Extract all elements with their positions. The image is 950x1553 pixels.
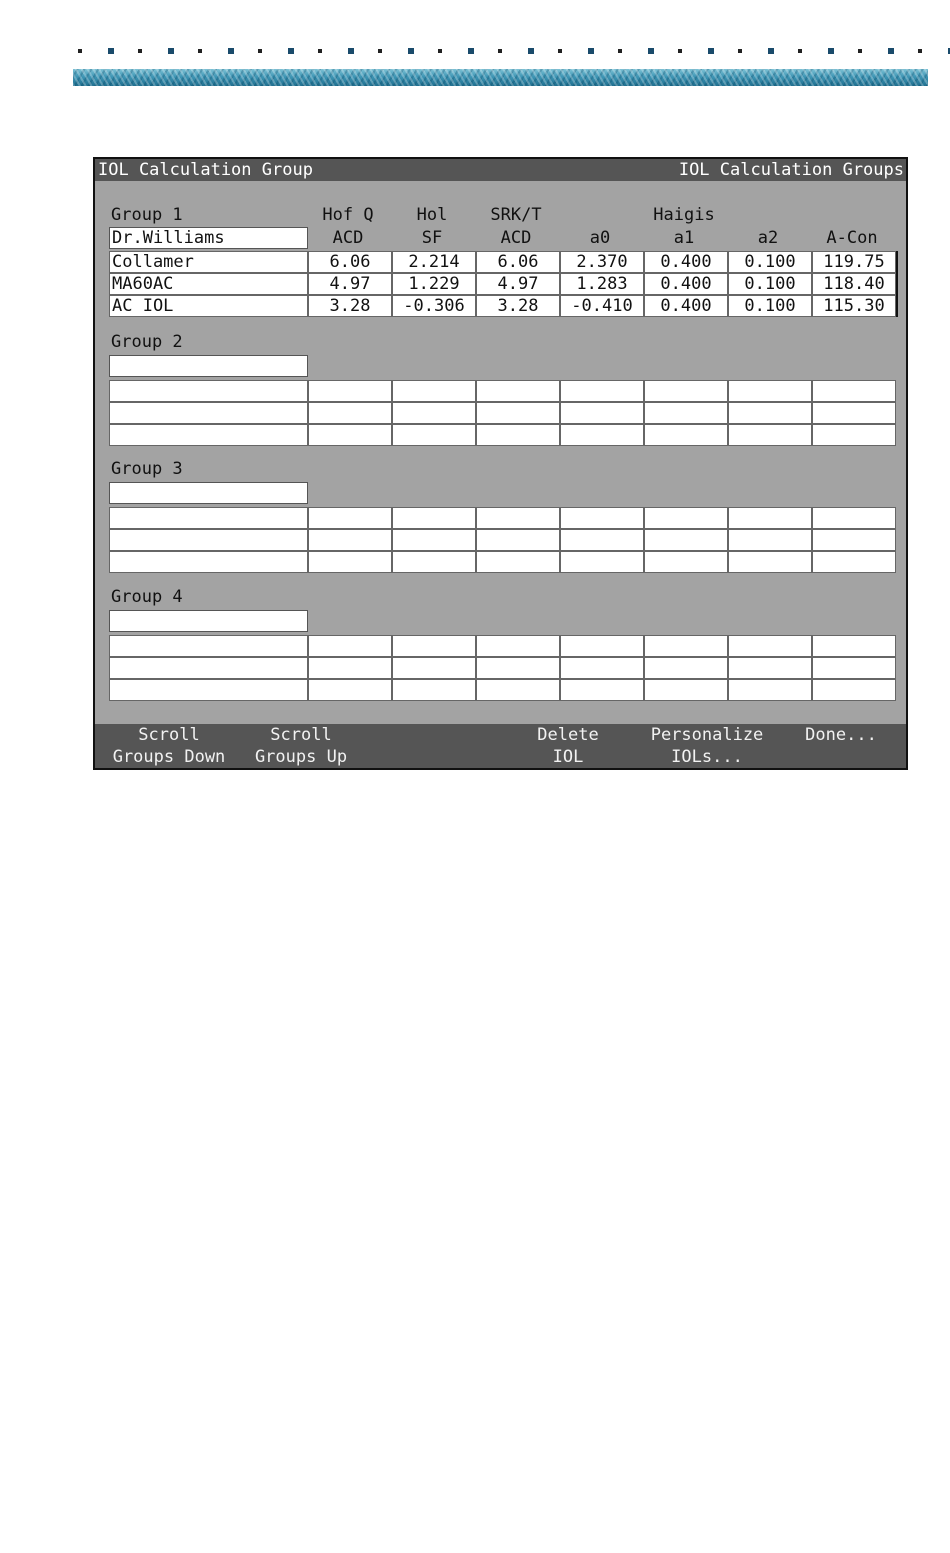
group-label: Group 4 [111, 587, 183, 607]
header-dot [138, 49, 142, 53]
table-row[interactable] [111, 251, 896, 273]
iol-value-cell[interactable] [308, 529, 392, 551]
header-dot [618, 49, 622, 53]
softkey-bar [95, 724, 906, 768]
table-row[interactable] [111, 295, 896, 317]
header-dot [648, 48, 654, 54]
button-label: IOLs... [671, 747, 743, 767]
iol-value-cell[interactable] [476, 551, 560, 573]
iol-value-cell[interactable] [812, 635, 896, 657]
table-row[interactable] [109, 507, 898, 529]
header-dot [828, 48, 834, 54]
iol-value-cell[interactable]: 4.97 [476, 273, 560, 295]
iol-value-cell[interactable] [308, 424, 392, 446]
col-header-top: Hof Q [322, 205, 374, 225]
iol-value-cell[interactable] [644, 529, 728, 551]
iol-value-cell[interactable] [476, 380, 560, 402]
iol-value-cell[interactable]: 6.06 [308, 251, 392, 273]
header-dot [198, 49, 202, 53]
header-dot [888, 48, 894, 54]
group-name-field[interactable] [109, 482, 308, 504]
iol-value-cell[interactable] [644, 424, 728, 446]
iol-value-cell[interactable] [560, 551, 644, 573]
group-name-field[interactable] [109, 610, 308, 632]
iol-value-cell[interactable] [308, 679, 392, 701]
iol-value-cell[interactable] [728, 635, 812, 657]
button-label: Scroll [270, 725, 332, 745]
iol-name-cell[interactable]: MA60AC [109, 273, 308, 295]
header-dot-pattern [60, 46, 932, 58]
iol-name-cell[interactable] [109, 380, 308, 402]
iol-value-cell[interactable] [728, 551, 812, 573]
col-header-bottom: SF [421, 228, 443, 248]
header-dot [78, 49, 82, 53]
iol-value-cell[interactable] [728, 424, 812, 446]
iol-value-cell[interactable] [812, 424, 896, 446]
iol-value-cell[interactable]: 4.97 [308, 273, 392, 295]
iol-name-cell[interactable]: AC IOL [109, 295, 308, 317]
table-row[interactable] [109, 635, 898, 657]
group-2-iol-table [109, 380, 898, 446]
iol-value-cell[interactable] [560, 402, 644, 424]
iol-value-cell[interactable]: 0.100 [728, 273, 812, 295]
header-dot [408, 48, 414, 54]
iol-value-cell[interactable] [392, 657, 476, 679]
iol-value-cell[interactable]: -0.306 [392, 295, 476, 317]
screen-name: IOL Calculation Groups [678, 160, 904, 180]
iol-value-cell[interactable] [728, 402, 812, 424]
header-dot [498, 49, 502, 53]
iol-value-cell[interactable] [728, 679, 812, 701]
group-label: Group 2 [111, 332, 183, 352]
delete-iol-button[interactable] [523, 724, 613, 768]
iol-name-cell[interactable] [109, 657, 308, 679]
header-dot [858, 49, 862, 53]
iol-value-cell[interactable] [728, 657, 812, 679]
table-row[interactable] [109, 657, 898, 679]
group-name-field[interactable]: Dr.Williams [109, 227, 308, 249]
iol-value-cell[interactable] [644, 402, 728, 424]
iol-name-cell[interactable] [109, 635, 308, 657]
header-dot [378, 49, 382, 53]
iol-value-cell[interactable] [308, 657, 392, 679]
iol-value-cell[interactable] [644, 635, 728, 657]
iol-calculation-window [93, 157, 908, 770]
iol-value-cell[interactable] [644, 551, 728, 573]
iol-value-cell[interactable]: 0.400 [644, 295, 728, 317]
header-dot [468, 48, 474, 54]
iol-value-cell[interactable]: 0.100 [728, 295, 812, 317]
iol-value-cell[interactable] [476, 679, 560, 701]
col-header-bottom: ACD [500, 228, 532, 248]
button-label: Scroll [138, 725, 200, 745]
iol-value-cell[interactable] [560, 424, 644, 446]
iol-value-cell[interactable] [560, 507, 644, 529]
title-bar [95, 159, 906, 181]
header-dot [678, 49, 682, 53]
iol-value-cell[interactable] [560, 657, 644, 679]
iol-value-cell[interactable]: 0.400 [644, 273, 728, 295]
iol-value-cell[interactable] [308, 551, 392, 573]
iol-value-cell[interactable] [812, 657, 896, 679]
header-dot [768, 48, 774, 54]
iol-value-cell[interactable]: 3.28 [476, 295, 560, 317]
iol-value-cell[interactable]: 0.400 [644, 251, 728, 273]
iol-value-cell[interactable] [476, 507, 560, 529]
iol-value-cell[interactable] [476, 424, 560, 446]
header-dot [228, 48, 234, 54]
iol-value-cell[interactable] [644, 679, 728, 701]
col-header-bottom: a1 [673, 228, 695, 248]
group-name-field[interactable] [109, 355, 308, 377]
header-dot [528, 48, 534, 54]
iol-value-cell[interactable] [392, 635, 476, 657]
iol-value-cell[interactable] [392, 551, 476, 573]
iol-value-cell[interactable] [560, 679, 644, 701]
col-header-top: Haigis [653, 205, 715, 225]
iol-value-cell[interactable] [644, 507, 728, 529]
iol-value-cell[interactable] [560, 380, 644, 402]
iol-name-cell[interactable] [109, 529, 308, 551]
group-4-iol-table [109, 635, 898, 701]
done-button[interactable] [795, 724, 887, 768]
group-label: Group 3 [111, 459, 183, 479]
iol-value-cell[interactable]: 119.75 [812, 251, 896, 273]
button-label: Delete [537, 725, 599, 745]
table-row[interactable] [109, 551, 898, 573]
iol-value-cell[interactable] [308, 380, 392, 402]
table-row[interactable] [109, 380, 898, 402]
iol-value-cell[interactable]: 3.28 [308, 295, 392, 317]
iol-value-cell[interactable] [392, 380, 476, 402]
col-header-bottom: A-Con [826, 228, 878, 248]
button-label: IOL [552, 747, 584, 767]
window-title: IOL Calculation Group [98, 160, 313, 180]
table-row[interactable] [109, 679, 898, 701]
header-dot [708, 48, 714, 54]
col-header-bottom: a2 [757, 228, 779, 248]
iol-value-cell[interactable]: 1.283 [560, 273, 644, 295]
header-dot [738, 49, 742, 53]
iol-value-cell[interactable]: 0.100 [728, 251, 812, 273]
iol-name-cell[interactable]: Collamer [109, 251, 308, 273]
header-dot [288, 48, 294, 54]
iol-value-cell[interactable] [560, 635, 644, 657]
iol-value-cell[interactable] [812, 380, 896, 402]
iol-value-cell[interactable] [308, 402, 392, 424]
iol-value-cell[interactable] [392, 529, 476, 551]
iol-value-cell[interactable] [728, 380, 812, 402]
table-row[interactable] [109, 529, 898, 551]
header-dot [798, 49, 802, 53]
iol-value-cell[interactable] [476, 635, 560, 657]
iol-value-cell[interactable]: 115.30 [812, 295, 896, 317]
button-label: Groups Up [254, 747, 348, 767]
iol-value-cell[interactable]: 2.370 [560, 251, 644, 273]
scroll-groups-up-button[interactable] [245, 724, 357, 768]
col-header-bottom: a0 [589, 228, 611, 248]
iol-value-cell[interactable] [812, 402, 896, 424]
iol-value-cell[interactable]: 1.229 [392, 273, 476, 295]
iol-value-cell[interactable] [644, 657, 728, 679]
button-label: Groups Down [112, 747, 226, 767]
header-banner [73, 69, 928, 86]
button-label: Done... [805, 725, 877, 745]
iol-value-cell[interactable] [308, 635, 392, 657]
header-dot [438, 49, 442, 53]
header-dot [108, 48, 114, 54]
iol-value-cell[interactable] [392, 507, 476, 529]
group-1-iol-table [109, 251, 898, 317]
iol-value-cell[interactable]: 118.40 [812, 273, 896, 295]
iol-value-cell[interactable] [392, 679, 476, 701]
table-row[interactable] [109, 424, 898, 446]
header-dot [168, 48, 174, 54]
personalize-iols-button[interactable] [635, 724, 779, 768]
iol-value-cell[interactable]: 2.214 [392, 251, 476, 273]
iol-value-cell[interactable] [476, 657, 560, 679]
iol-name-cell[interactable] [109, 402, 308, 424]
iol-value-cell[interactable] [728, 529, 812, 551]
iol-name-cell[interactable] [109, 507, 308, 529]
iol-value-cell[interactable] [308, 507, 392, 529]
iol-value-cell[interactable] [644, 380, 728, 402]
table-row[interactable] [111, 273, 896, 295]
iol-value-cell[interactable] [476, 529, 560, 551]
iol-value-cell[interactable] [812, 529, 896, 551]
iol-name-cell[interactable] [109, 679, 308, 701]
col-header-top: SRK/T [490, 205, 542, 225]
iol-value-cell[interactable] [812, 507, 896, 529]
iol-value-cell[interactable] [560, 529, 644, 551]
scroll-groups-down-button[interactable] [99, 724, 239, 768]
header-dot [918, 49, 922, 53]
header-dot [558, 49, 562, 53]
iol-name-cell[interactable] [109, 424, 308, 446]
iol-value-cell[interactable] [812, 551, 896, 573]
header-dot [258, 49, 262, 53]
iol-value-cell[interactable] [392, 402, 476, 424]
iol-value-cell[interactable] [812, 679, 896, 701]
iol-value-cell[interactable] [728, 507, 812, 529]
iol-value-cell[interactable]: -0.410 [560, 295, 644, 317]
header-dot [588, 48, 594, 54]
col-header-bottom: ACD [332, 228, 364, 248]
iol-value-cell[interactable] [392, 424, 476, 446]
iol-value-cell[interactable]: 6.06 [476, 251, 560, 273]
table-row[interactable] [109, 402, 898, 424]
button-label: Personalize [650, 725, 764, 745]
iol-value-cell[interactable] [476, 402, 560, 424]
group-3-iol-table [109, 507, 898, 573]
col-header-top: Hol [416, 205, 448, 225]
iol-name-cell[interactable] [109, 551, 308, 573]
header-dot [318, 49, 322, 53]
group-label: Group 1 [111, 205, 183, 225]
header-dot [348, 48, 354, 54]
